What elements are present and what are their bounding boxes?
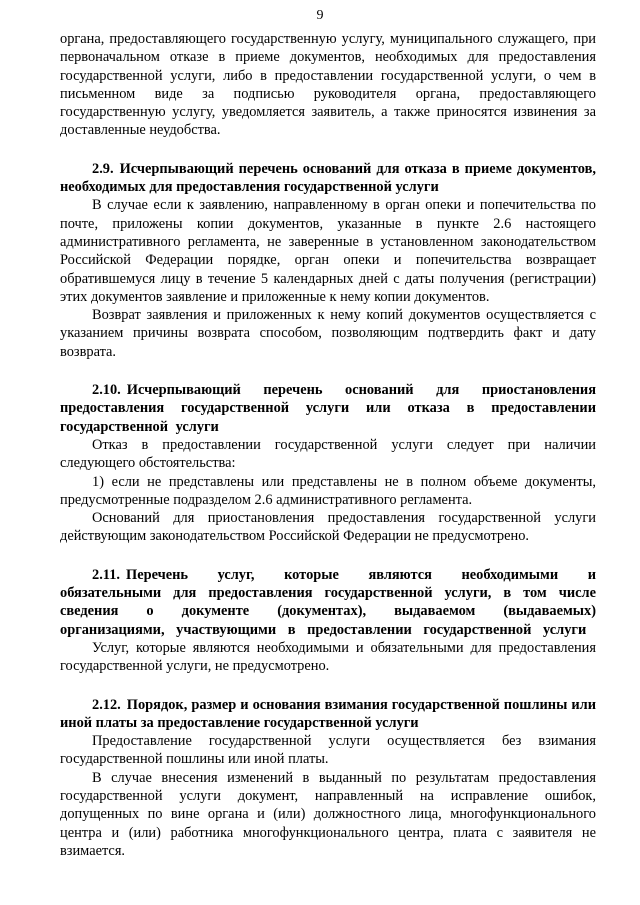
section-heading xyxy=(60,160,596,197)
section-number: 2.10. xyxy=(92,382,121,399)
section-paragraph: 1) если не представлены или представлены не в полном объеме документы, предусмотренные подразделом 2.6 административного регламента. xyxy=(60,473,596,508)
section-paragraph: Отказ в предоставлении государственной услуги следует при наличии следующего обстоятельства: xyxy=(60,436,596,472)
section-paragraph: В случае внесения изменений в выданный по результатам предоставления государственной услуги документ, направленный на исправление ошибок, допущенных по вине органа и (или) должностного лица, многофункционального центра и (или) работника многофункционального центра, плата с заявителя не взимается. xyxy=(60,769,596,859)
section-heading xyxy=(60,381,596,436)
document-body xyxy=(60,30,596,860)
section-paragraph: Услуг, которые являются необходимыми и обязательными для предоставления государственной услуги, не предусмотрено. xyxy=(60,639,596,675)
section-title: Исчерпывающий перечень оснований для отказа в приеме документов, необходимых для предоставления государственной услуги xyxy=(60,160,596,196)
section-heading xyxy=(60,696,596,733)
section-paragraph: Оснований для приостановления предоставления государственной услуги действующим законодательством Российской Федерации не предусмотрено. xyxy=(60,510,596,545)
section-number: 2.9. xyxy=(92,160,114,177)
section-paragraph: В случае если к заявлению, направленному в орган опеки и попечительства по почте, приложены копии документов, указанные в пункте 2.6 настоящего административного регламента, не заверенные в установленном законодательством Российской Федерации порядке, орган опеки и попечительства возвращает обратившемуся лицу в течение 5 календарных дней с даты получения (регистрации) этих документов заявление и приложенные к нему копии документов. xyxy=(60,197,596,305)
section-heading xyxy=(60,566,596,639)
section-title: Перечень услуг, которые являются необходимыми и обязательными для предоставления государственной услуги, в том числе сведения о документе (документах), выдаваемом (выдаваемых) организациями, участвующими в предоставлении государственной услуги xyxy=(60,566,596,638)
section-paragraph: Возврат заявления и приложенных к нему копий документов осуществляется с указанием причины возврата способом, позволяющим подтвердить факт и дату возврата. xyxy=(60,307,596,360)
section-2-11 xyxy=(60,566,596,676)
section-title: Исчерпывающий перечень оснований для приостановления предоставления государственной услуги или отказа в предоставлении государственной услуги xyxy=(60,382,596,435)
section-2-12 xyxy=(60,696,596,861)
section-title: Порядок, размер и основания взимания государственной пошлины или иной платы за предоставление государственной услуги xyxy=(60,696,596,731)
section-paragraph: Предоставление государственной услуги осуществляется без взимания государственной пошлины или иной платы. xyxy=(60,733,596,768)
intro-paragraph: органа, предоставляющего государственную услугу, муниципального служащего, при первоначальном отказе в приеме документов, необходимых для предоставления государственной услуги, либо в предоставлении государственной услуги, о чем в письменном виде за подписью руководителя органа, предоставляющего государственную услугу, уведомляется заявитель, а также приносятся извинения за доставленные неудобства. xyxy=(60,31,596,139)
section-2-10 xyxy=(60,381,596,546)
section-number: 2.12. xyxy=(92,696,121,713)
page-number: 9 xyxy=(316,8,324,23)
section-number: 2.11. xyxy=(92,566,120,583)
section-2-9 xyxy=(60,160,596,361)
